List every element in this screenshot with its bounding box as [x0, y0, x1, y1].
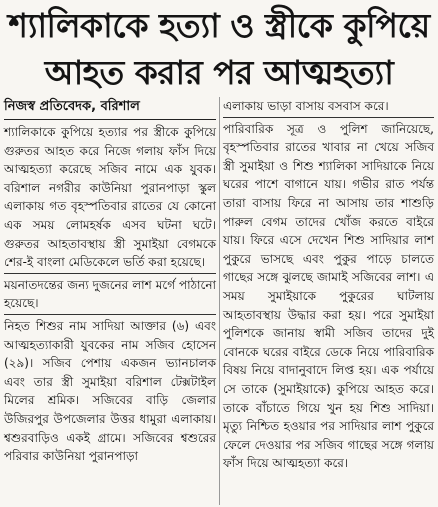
article-paragraph: পারিবারিক সূত্র ও পুলিশ জানিয়েছে, বৃহস্পতিবার রাতের খাবার না খেয়ে সজিব স্ত্রী সুমাইয়া ও শিশু শ্যালিকা সাদিয়াকে নিয়ে ঘরের পাশে বাগানে যায়। গভীর রাত পর্যন্ত তারা বাসায় ফিরে না আসায় তার শাশুড়ি পারুল বেগম তাদের খোঁজ করতে বাইরে যায়। ফিরে এসে দেখেন শিশু সাদিয়ার লাশ পুকুরে ভাসছে এবং পুকুর পাড়ে চালতে গাছের সঙ্গে ঝুলছে জামাই সজিবের লাশ। এ সময় সুমাইয়াকে পুকুরের ঘাটলায় আহতাবস্থায় উদ্ধার করা হয়। পরে সুমাইয়া পুলিশকে জানায় স্বামী সজিব তাদের দুই বোনকে ঘরের বাইরে ডেকে নিয়ে পারিবারিক বিষয় নিয়ে বাদানুবাদে লিপ্ত হয়। এক পর্যায়ে সে তাকে (সুমাইয়াকে) কুপিয়ে আহত করে। তাকে বাঁচাতে গিয়ে খুন হয় শিশু সাদিয়া। মৃত্যু নিশ্চিত হওয়ার পর সাদিয়ার লাশ পুকুরে ফেলে দেওয়ার পর সজিব গাছের সঙ্গে গলায় ফাঁস দিয়ে আত্মহত্যা করে। — [223, 121, 434, 471]
headline-line-2: আহত করার পর আত্মহত্যা — [44, 53, 394, 92]
article-paragraph: নিহত শিশুর নাম সাদিয়া আক্তার (৬) এবং আত্মহত্যাকারী যুবকের নাম সজিব হোসেন (২৯)। সজিব পেশায় একজন ভ্যানচালক এবং তার স্ত্রী সুমাইয়া বরিশাল টেক্সটাইল মিলের শ্রমিক। সজিবের বাড়ি জেলার উজিরপুর উপজেলার উত্তর ধামুরা এলাকায়। শ্বশুরবাড়িও একই গ্রামে। সজিবের শ্বশুরের পরিবার কাউনিয়া পুরানপাড়া — [4, 318, 216, 464]
paragraph-divider — [4, 273, 216, 274]
article-paragraph: শ্যালিকাকে কুপিয়ে হত্যার পর স্ত্রীকে কুপিয়ে গুরুতর আহত করে নিজে গলায় ফাঁস দিয়ে আত্মহত্যা করেছে সজিব নামে এক যুবক। বরিশাল নগরীর কাউনিয়া পুরানপাড়া স্কুল এলাকায় গত বৃহস্পতিবার রাতের যে কোনো এক সময় লোমহর্ষক এসব ঘটনা ঘটে। গুরুতর আহতাবস্থায় স্ত্রী সুমাইয়া বেগমকে শের-ই বাংলা মেডিকেলে ভর্তি করা হয়েছে। — [4, 125, 216, 270]
headline-line-1: শ্যালিকাকে হত্যা ও স্ত্রীকে কুপিয়ে — [8, 6, 430, 45]
article-paragraph: এলাকায় ভাড়া বাসায় বসবাস করে। — [223, 99, 389, 113]
column-divider — [219, 97, 220, 505]
byline: নিজস্ব প্রতিবেদক, বরিশাল — [4, 98, 216, 120]
article-paragraph: ময়নাতদন্তের জন্য দুজনের লাশ মর্গে পাঠানো হয়েছে। — [4, 277, 216, 311]
article-column-right — [223, 97, 434, 473]
paragraph-divider — [223, 117, 434, 118]
article-column-left — [4, 123, 216, 466]
paragraph-divider — [4, 314, 216, 315]
